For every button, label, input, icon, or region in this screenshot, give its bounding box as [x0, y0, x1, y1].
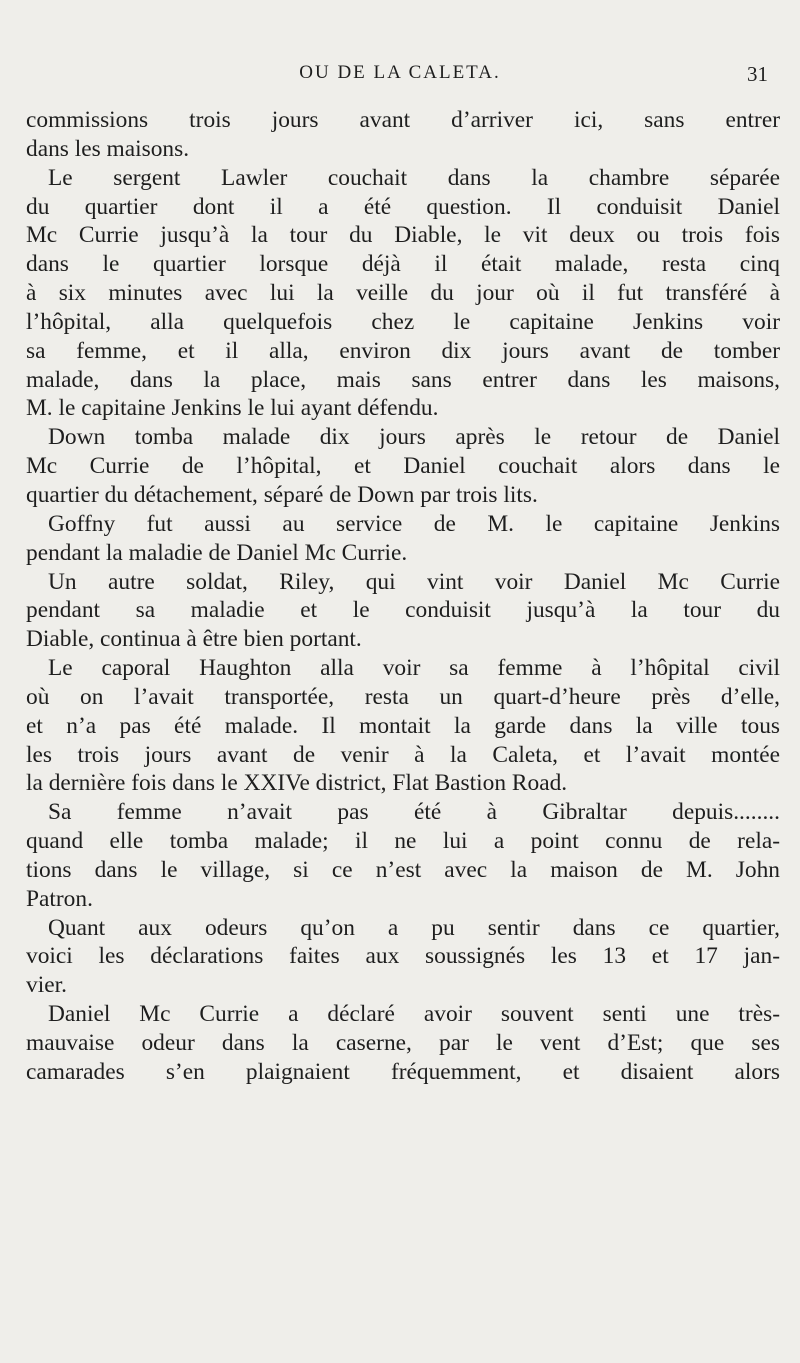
- text-line: Diable, continua à être bien portant.: [26, 626, 362, 653]
- text-line: du quartier dont il a été question. Il conduisit Daniel: [26, 193, 780, 220]
- text-line: Down tomba malade dix jours après le retour de Daniel: [48, 424, 780, 451]
- text-line: à six minutes avec lui la veille du jour où il fut transféré à: [26, 280, 780, 307]
- text-line: quand elle tomba malade; il ne lui a point connu de rela-: [26, 828, 780, 855]
- text-line: l’hôpital, alla quelquefois chez le capitaine Jenkins voir: [26, 308, 780, 335]
- text-line: commissions trois jours avant d’arriver ici, sans entrer: [26, 107, 780, 133]
- text-line: Mc Currie jusqu’à la tour du Diable, le vit deux ou trois fois: [26, 222, 780, 249]
- text-line: Patron.: [26, 885, 93, 912]
- text-line: voici les déclarations faites aux soussignés les 13 et 17 jan-: [26, 943, 780, 970]
- text-line: Le caporal Haughton alla voir sa femme à l’hôpital civil: [48, 655, 780, 682]
- text-line: Daniel Mc Currie a déclaré avoir souvent senti une très-: [48, 1001, 780, 1028]
- page-number: 31: [747, 62, 768, 86]
- text-line: Le sergent Lawler couchait dans la chambre séparée: [48, 164, 780, 191]
- text-line: tions dans le village, si ce n’est avec la maison de M. John: [26, 856, 780, 883]
- text-line: dans le quartier lorsque déjà il était malade, resta cinq: [26, 251, 780, 278]
- text-line: Goffny fut aussi au service de M. le capitaine Jenkins: [48, 510, 780, 537]
- text-line: dans les maisons.: [26, 135, 190, 162]
- text-line: les trois jours avant de venir à la Caleta, et l’avait montée: [26, 741, 780, 768]
- text-line: Mc Currie de l’hôpital, et Daniel couchait alors dans le: [26, 453, 780, 480]
- text-line: Quant aux odeurs qu’on a pu sentir dans ce quartier,: [48, 914, 780, 941]
- text-line: sa femme, et il alla, environ dix jours avant de tomber: [26, 337, 780, 364]
- text-line: et n’a pas été malade. Il montait la garde dans la ville tous: [26, 712, 780, 739]
- text-line: pendant la maladie de Daniel Mc Currie.: [26, 539, 408, 566]
- text-line: M. le capitaine Jenkins le lui ayant défendu.: [26, 395, 439, 422]
- body-text: [26, 106, 780, 1087]
- running-title: OU DE LA CALETA.: [299, 62, 501, 83]
- text-line: Un autre soldat, Riley, qui vint voir Daniel Mc Currie: [48, 568, 780, 595]
- text-line: camarades s’en plaignaient fréquemment, et disaient alors: [26, 1058, 780, 1085]
- text-line: pendant sa maladie et le conduisit jusqu’à la tour du: [26, 597, 780, 624]
- running-head: [32, 62, 768, 92]
- text-line: mauvaise odeur dans la caserne, par le vent d’Est; que ses: [26, 1030, 780, 1056]
- text-line: la dernière fois dans le XXIVe district, Flat Bastion Road.: [26, 770, 568, 797]
- text-line: vier.: [26, 972, 67, 999]
- text-line: quartier du détachement, séparé de Down par trois lits.: [26, 481, 538, 508]
- text-line: malade, dans la place, mais sans entrer dans les maisons,: [26, 366, 780, 393]
- text-line: où on l’avait transportée, resta un quart-d’heure près d’elle,: [26, 683, 780, 710]
- text-line: Sa femme n’avait pas été à Gibraltar depuis........: [48, 799, 780, 826]
